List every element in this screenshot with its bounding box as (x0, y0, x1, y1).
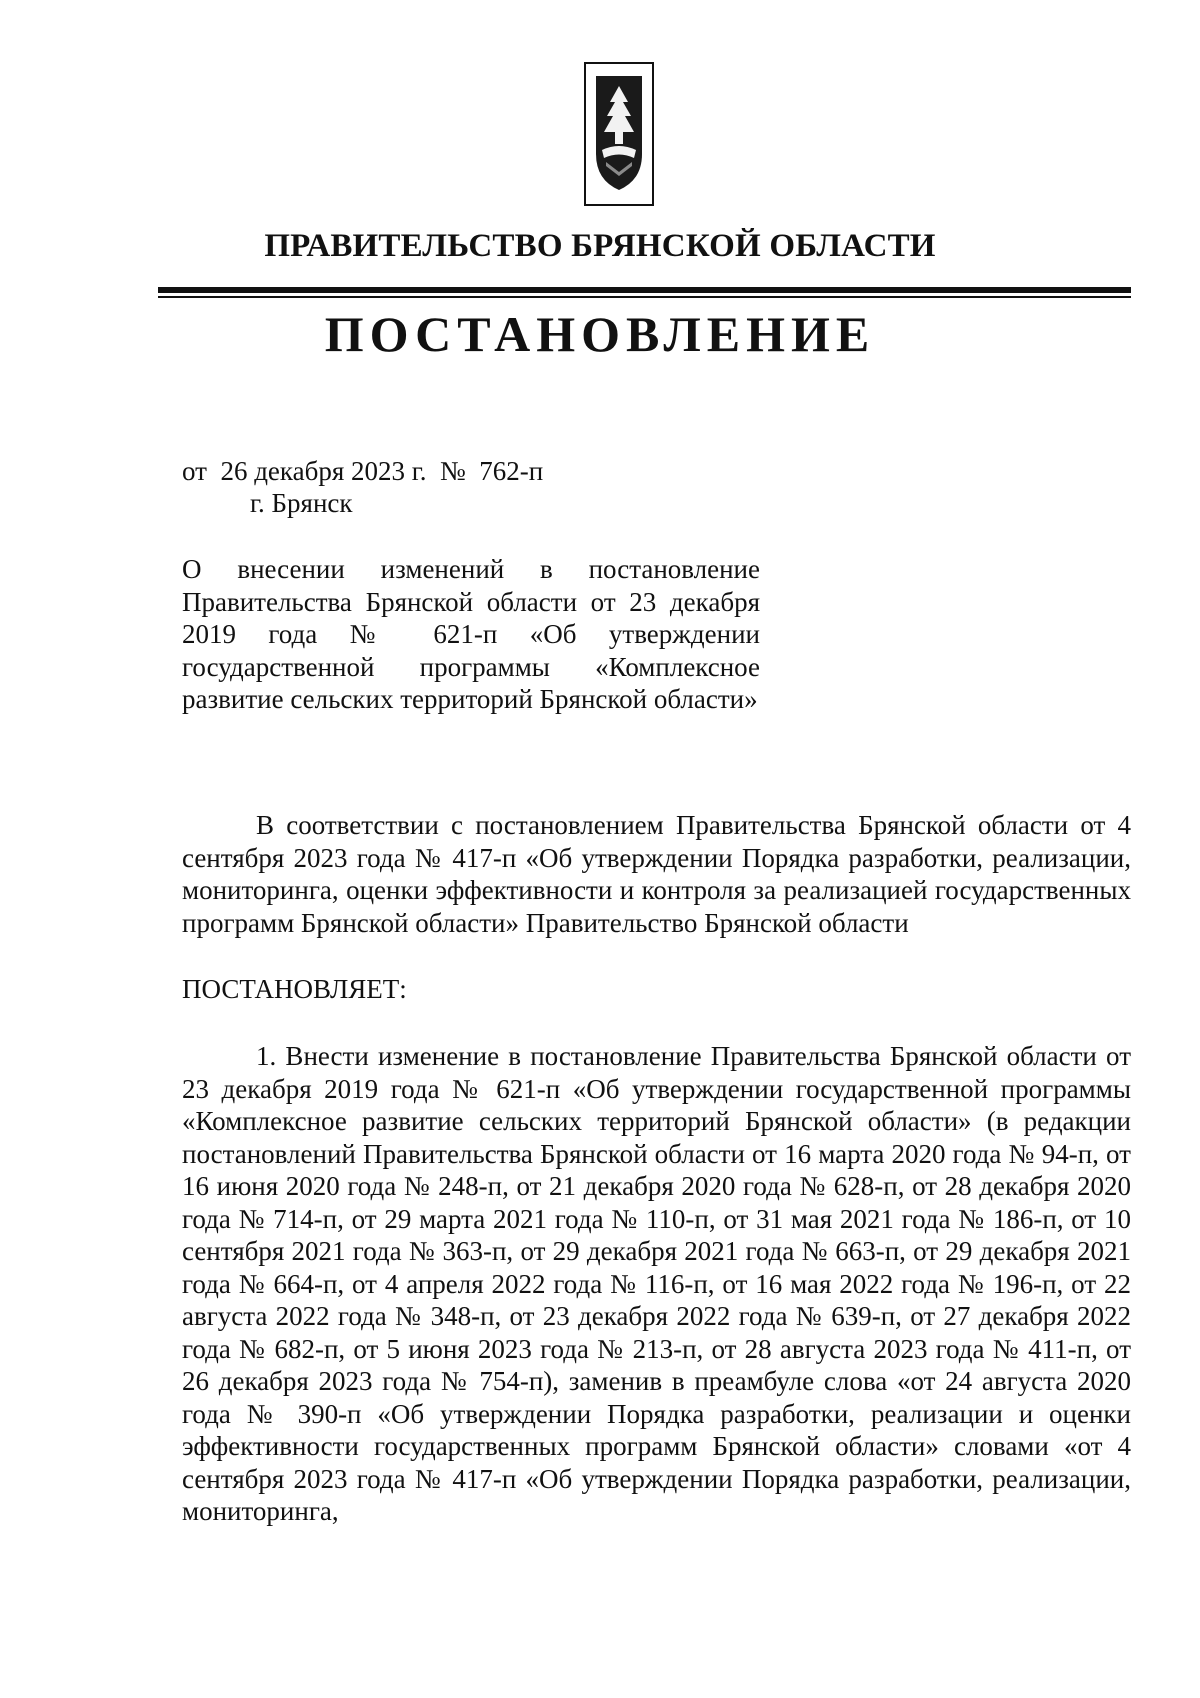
resolves-heading: ПОСТАНОВЛЯЕТ: (182, 974, 407, 1004)
organization-title: ПРАВИТЕЛЬСТВО БРЯНСКОЙ ОБЛАСТИ (264, 228, 936, 264)
coat-of-arms-icon (584, 62, 654, 206)
item-1-paragraph: 1. Внести изменение в постановление Правительства Брянской области от 23 декабря 2019 года № 621-п «Об утверждении государственной программы «Комплексное развитие сельских территорий Брянской области» (в редакции постановлений Правительства Брянской области от 16 марта 2020 года № 94-п, от 16 июня 2020 года № 248-п, от 21 декабря 2020 года № 628-п, от 28 декабря 2020 года № 714-п, от 29 марта 2021 года № 110-п, от 31 мая 2021 года № 186-п, от 10 сентября 2021 года № 363-п, от 29 декабря 2021 года № 663-п, от 29 декабря 2021 года № 664-п, от 4 апреля 2022 года № 116-п, от 16 мая 2022 года № 196-п, от 22 августа 2022 года № 348-п, от 23 декабря 2022 года № 639-п, от 27 декабря 2022 года № 682-п, от 5 июня 2023 года № 213-п, от 28 августа 2023 года № 411-п, от 26 декабря 2023 года № 754-п), заменив в преамбуле слова «от 24 августа 2020 года № 390-п «Об утверждении Порядка разработки, реализации и оценки эффективности государственных программ Брянской области» словами «от 4 сентября 2023 года № 417-п «Об утверждении Порядка разработки, реализации, мониторинга, (182, 1041, 1131, 1526)
preamble-paragraph: В соответствии с постановлением Правительства Брянской области от 4 сентября 2023 года № 417-п «Об утверждении Порядка разработки, реализации, мониторинга, оценки эффективности и контроля за реализацией государственных программ Брянской области» Правительство Брянской области (182, 810, 1131, 938)
document-subject: О внесении изменений в постановление Правительства Брянской области от 23 декабря 2019 года № 621-п «Об утверждении государственной программы «Комплексное развитие сельских территорий Брянской области» (182, 554, 760, 714)
header-divider-thick (158, 287, 1131, 293)
city: г. Брянск (250, 488, 353, 518)
date-and-number: от 26 декабря 2023 г. № 762-п (182, 456, 544, 486)
header-divider-thin (158, 296, 1131, 298)
document-type-title: ПОСТАНОВЛЕНИЕ (324, 306, 876, 362)
